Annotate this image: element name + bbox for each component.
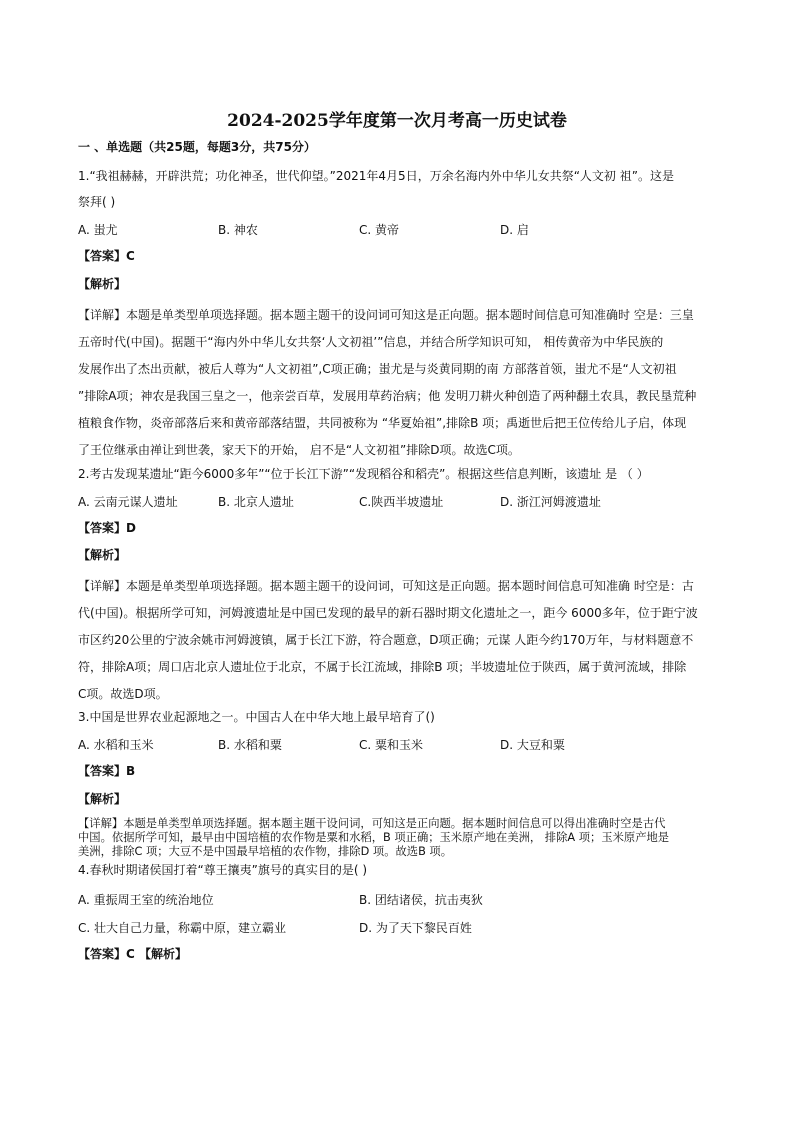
q2-detail-line: 市区约20公里的宁波余姚市河姆渡镇，属于长江下游，符合题意，D项正确；元谋 人距今约170万年，与材料题意不	[78, 633, 694, 647]
q2-stem: 2.考古发现某遗址“距今6000多年”“位于长江下游”“发现稻谷和稻壳”。根据这些信息判断，该遗址 是 （ ）	[78, 467, 649, 481]
q3-answer: 【答案】B	[78, 764, 136, 778]
section-heading: 一 、单选题（共25题，每题3分，共75分）	[78, 140, 316, 154]
q3-option-b: B. 水稻和粟	[218, 738, 282, 752]
exam-title: 2024-2025学年度第一次月考高一历史试卷	[227, 111, 567, 131]
q3-stem: 3.中国是世界农业起源地之一。中国古人在中华大地上最早培育了()	[78, 710, 435, 724]
q3-detail-line: 中国。依据所学可知，最早由中国培植的农作物是粟和水稻，B 项正确；玉米原产地在美洲， 排除A 项；玉米原产地是	[78, 831, 670, 844]
q4-answer-analysis: 【答案】C 【解析】	[78, 947, 187, 961]
q2-option-c: C.陕西半坡遗址	[359, 495, 444, 509]
q1-stem-line2: 祭拜( )	[78, 195, 116, 209]
q1-option-b: B. 神农	[218, 223, 258, 237]
q2-detail-line: 代(中国)。根据所学可知，河姆渡遗址是中国已发现的最早的新石器时期文化遗址之一，距今 6000多年，位于距宁波	[78, 606, 698, 620]
q2-option-b: B. 北京人遗址	[218, 495, 294, 509]
q2-detail-line: 【详解】本题是单类型单项选择题。据本题主题干的设问词，可知这是正向题。据本题时间信息可知准确 时空是：古	[78, 579, 694, 593]
q4-stem: 4.春秋时期诸侯国打着“尊王攘夷”旗号的真实目的是( )	[78, 863, 368, 877]
q2-option-a: A. 云南元谋人遗址	[78, 495, 178, 509]
q3-detail-line: 【详解】本题是单类型单项选择题。据本题主题干设问词，可知这是正向题。据本题时间信息可以得出准确时空是古代	[78, 817, 666, 830]
q1-detail	[78, 302, 718, 464]
q1-analysis-label: 【解析】	[78, 277, 127, 291]
q1-option-c: C. 黄帝	[359, 223, 400, 237]
q4-option-a: A. 重振周王室的统治地位	[78, 893, 214, 907]
q1-detail-line: 植粮食作物，炎帝部落后来和黄帝部落结盟，共同被称为 “华夏始祖”,排除B 项；禹逝世后把王位传给儿子启，体现	[78, 416, 687, 430]
q1-detail-line: 发展作出了杰出贡献，被后人尊为“人文初祖”,C项正确；蚩尤是与炎黄同期的南 方部落首领，蚩尤不是“人文初祖	[78, 362, 677, 376]
q1-detail-line: 了王位继承由禅让到世袭，家天下的开始， 启不是“人文初祖”排除D项。故选C项。	[78, 443, 520, 457]
q1-option-a: A. 蚩尤	[78, 223, 118, 237]
q2-analysis-label: 【解析】	[78, 548, 127, 562]
q2-detail-line: C项。故选D项。	[78, 687, 168, 701]
q4-option-d: D. 为了天下黎民百姓	[359, 921, 472, 935]
q3-option-c: C. 粟和玉米	[359, 738, 424, 752]
q1-stem-line1: 1.“我祖赫赫，开辟洪荒；功化神圣，世代仰望。”2021年4月5日，万余名海内外中华儿女共祭“人文初 祖”。这是	[78, 169, 674, 183]
q1-detail-line: ”排除A项；神农是我国三皇之一，他亲尝百草，发展用草药治病；他 发明刀耕火种创造了两种翻土农具，教民垦荒种	[78, 389, 697, 403]
q4-option-b: B. 团结诸侯，抗击夷狄	[359, 893, 483, 907]
q1-detail-line: 五帝时代(中国)。据题干“海内外中华儿女共祭‘人文初祖’”信息，并结合所学知识可知， 相传黄帝为中华民族的	[78, 335, 664, 349]
q1-answer: 【答案】C	[78, 249, 135, 263]
q4-option-c: C. 壮大自己力量，称霸中原，建立霸业	[78, 921, 287, 935]
q2-detail-line: 符，排除A项；周口店北京人遗址位于北京，不属于长江流域，排除B 项；半坡遗址位于陕西，属于黄河流域，排除	[78, 660, 687, 674]
q2-answer: 【答案】D	[78, 521, 136, 535]
q1-detail-line: 【详解】本题是单类型单项选择题。据本题主题干的设问词可知这是正向题。据本题时间信息可知准确时 空是：三皇	[78, 308, 694, 322]
q3-option-a: A. 水稻和玉米	[78, 738, 154, 752]
q3-analysis-label: 【解析】	[78, 792, 127, 806]
q1-option-d: D. 启	[500, 223, 529, 237]
q2-detail	[78, 573, 718, 708]
q3-option-d: D. 大豆和粟	[500, 738, 565, 752]
q3-detail	[78, 817, 718, 859]
q3-detail-line: 美洲，排除C 项；大豆不是中国最早培植的农作物，排除D 项。故选B 项。	[78, 845, 453, 858]
q2-option-d: D. 浙江河姆渡遗址	[500, 495, 601, 509]
